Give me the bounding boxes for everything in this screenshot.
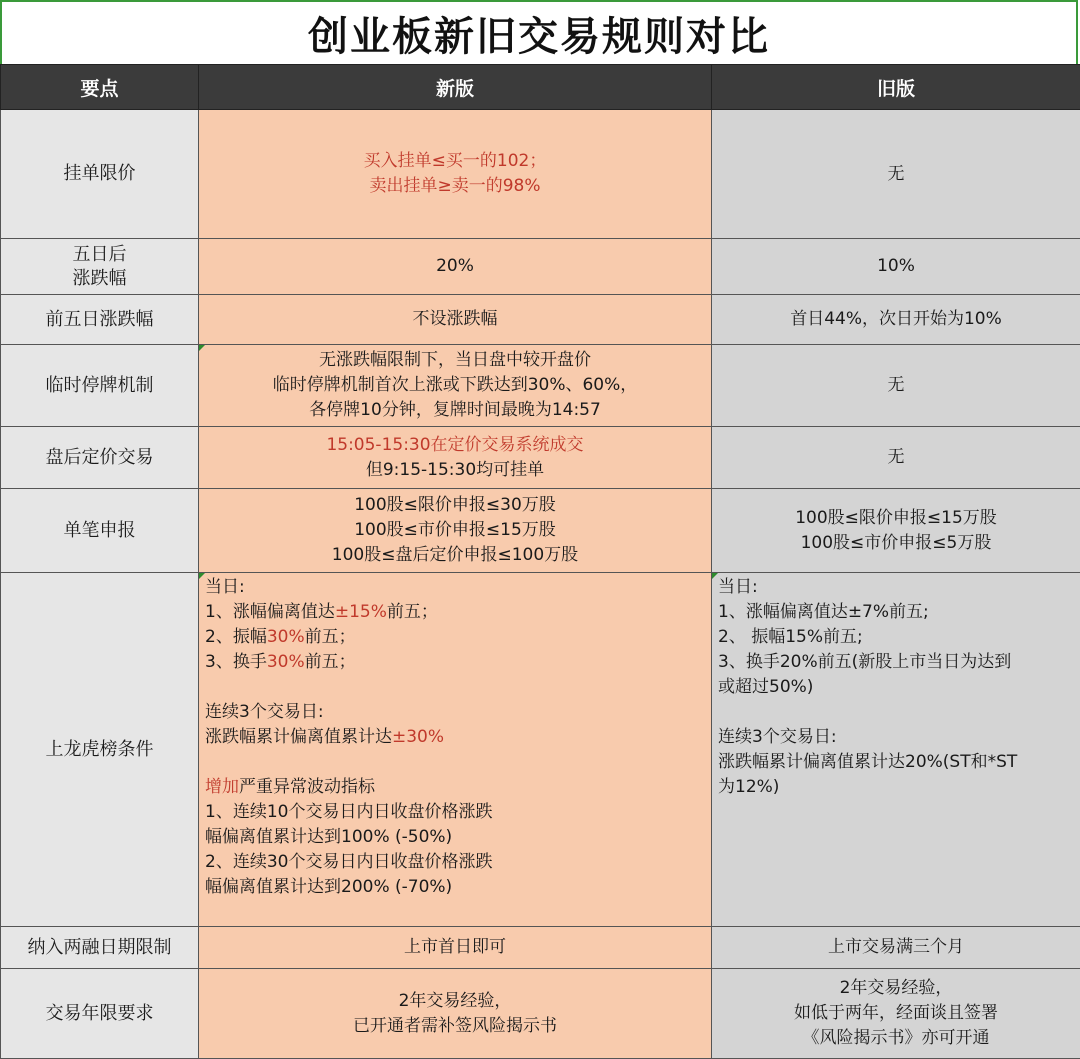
table-row (1, 489, 1080, 573)
table-row (1, 110, 1080, 239)
row-old-first-five-days (712, 295, 1080, 345)
row-key-dragon-tiger (1, 573, 199, 927)
row-new-temp-halt (199, 345, 712, 427)
cell-line: 纳入两融日期限制 (7, 936, 192, 960)
cell-line: 无涨跌幅限制下，当日盘中较开盘价 (205, 348, 705, 373)
row-old-single-order (712, 489, 1080, 573)
table-row (1, 239, 1080, 295)
cell-line: 但9:15-15:30均可挂单 (205, 458, 705, 483)
row-new-dragon-tiger (199, 573, 712, 927)
cell-line: 已开通者需补签风险揭示书 (205, 1014, 705, 1039)
row-old-after-five-days (712, 239, 1080, 295)
row-old-margin-date (712, 927, 1080, 969)
row-old-years-required (712, 969, 1080, 1059)
cell-line: 2年交易经验， (718, 976, 1074, 1001)
cell-line: 1、连续10个交易日内日收盘价格涨跌 (205, 800, 705, 825)
cell-line: 3、换手20%前五(新股上市当日为达到 (718, 650, 1074, 675)
cell-line: 15:05-15:30在定价交易系统成交 (205, 433, 705, 458)
cell-line: 2、连续30个交易日内日收盘价格涨跌 (205, 850, 705, 875)
table-row (1, 969, 1080, 1059)
header-row (1, 65, 1080, 110)
cell-line: 买入挂单≤买一的102； (205, 149, 705, 174)
cell-line: 前五日涨跌幅 (7, 308, 192, 332)
cell-line: 连续3个交易日: (205, 700, 705, 725)
row-old-dragon-tiger (712, 573, 1080, 927)
page-title: 创业板新旧交易规则对比 (308, 5, 770, 62)
cell-line: 各停牌10分钟，复牌时间最晚为14:57 (205, 398, 705, 423)
cell-line: 盘后定价交易 (7, 446, 192, 470)
cell-line: 卖出挂单≥卖一的98% (205, 174, 705, 199)
table-row (1, 927, 1080, 969)
cell-line: 20% (205, 254, 705, 279)
cell-line: 10% (718, 254, 1074, 279)
cell-line: 连续3个交易日: (718, 725, 1074, 750)
cell-line: 临时停牌机制首次上涨或下跌达到30%、60%， (205, 373, 705, 398)
title-bar (0, 0, 1078, 64)
table-row (1, 295, 1080, 345)
cell-line: 增加严重异常波动指标 (205, 775, 705, 800)
cell-line: 无 (718, 373, 1074, 398)
cell-line: 2、 振幅15%前五; (718, 625, 1074, 650)
row-key-margin-date (1, 927, 199, 969)
row-new-margin-date (199, 927, 712, 969)
row-key-years-required (1, 969, 199, 1059)
cell-line: 当日: (205, 575, 705, 600)
row-old-after-hours (712, 427, 1080, 489)
row-key-after-hours (1, 427, 199, 489)
row-key-single-order (1, 489, 199, 573)
row-new-after-five-days (199, 239, 712, 295)
row-new-single-order (199, 489, 712, 573)
cell-line: 2年交易经验， (205, 989, 705, 1014)
row-old-temp-halt (712, 345, 1080, 427)
table-row (1, 573, 1080, 927)
cell-line: 无 (718, 162, 1074, 187)
cell-line: 上市交易满三个月 (718, 935, 1074, 960)
cell-line: 涨跌幅 (7, 267, 192, 291)
cell-line: 《风险揭示书》亦可开通 (718, 1026, 1074, 1051)
header-old: 旧版 (712, 65, 1080, 110)
cell-line: 上龙虎榜条件 (7, 738, 192, 762)
row-new-years-required (199, 969, 712, 1059)
cell-line: 100股≤市价申报≤15万股 (205, 518, 705, 543)
cell-line: 为12%) (718, 775, 1074, 800)
cell-line: 幅偏离值累计达到100% (-50%) (205, 825, 705, 850)
row-new-order-limit (199, 110, 712, 239)
table-row (1, 427, 1080, 489)
cell-line: 3、换手30%前五； (205, 650, 705, 675)
row-new-first-five-days (199, 295, 712, 345)
row-key-temp-halt (1, 345, 199, 427)
row-key-first-five-days (1, 295, 199, 345)
header-new: 新版 (199, 65, 712, 110)
cell-line: 或超过50%) (718, 675, 1074, 700)
cell-line: 涨跌幅累计偏离值累计达±30% (205, 725, 705, 750)
cell-line: 1、涨幅偏离值达±7%前五; (718, 600, 1074, 625)
row-new-after-hours (199, 427, 712, 489)
cell-line: 涨跌幅累计偏离值累计达20%(ST和*ST (718, 750, 1074, 775)
cell-line: 100股≤盘后定价申报≤100万股 (205, 543, 705, 568)
row-old-order-limit (712, 110, 1080, 239)
cell-line: 100股≤限价申报≤15万股 (718, 506, 1074, 531)
cell-line: 交易年限要求 (7, 1002, 192, 1026)
cell-line: 挂单限价 (7, 162, 192, 186)
cell-line: 当日: (718, 575, 1074, 600)
header-key: 要点 (1, 65, 199, 110)
row-key-order-limit (1, 110, 199, 239)
cell-line: 如低于两年，经面谈且签署 (718, 1001, 1074, 1026)
comparison-table (0, 64, 1080, 1059)
cell-line: 100股≤市价申报≤5万股 (718, 531, 1074, 556)
cell-line: 2、振幅30%前五； (205, 625, 705, 650)
cell-line: 临时停牌机制 (7, 374, 192, 398)
cell-line: 上市首日即可 (205, 935, 705, 960)
cell-line: 不设涨跌幅 (205, 307, 705, 332)
cell-line: 首日44%，次日开始为10% (718, 307, 1074, 332)
cell-line: 100股≤限价申报≤30万股 (205, 493, 705, 518)
cell-line: 单笔申报 (7, 519, 192, 543)
cell-line: 五日后 (7, 243, 192, 267)
cell-line: 1、涨幅偏离值达±15%前五； (205, 600, 705, 625)
cell-line: 幅偏离值累计达到200% (-70%) (205, 875, 705, 900)
cell-line: 无 (718, 445, 1074, 470)
row-key-after-five-days (1, 239, 199, 295)
table-row (1, 345, 1080, 427)
